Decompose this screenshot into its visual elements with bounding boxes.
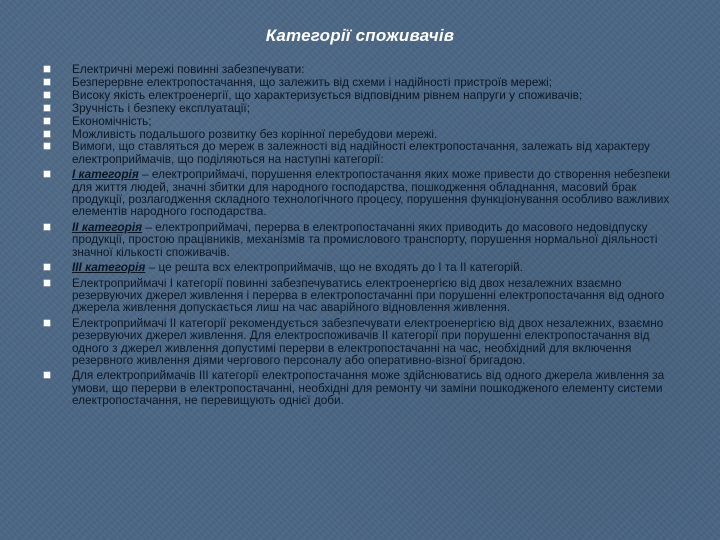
square-bullet-icon — [44, 92, 50, 98]
square-bullet-icon — [44, 320, 50, 326]
bullet-text: Вимоги, що ставляться до мереж в залежності від надійності електропостачання, залежать від характеру електроприймачів, що поділяються на наступні категорії: — [72, 139, 650, 166]
square-bullet-icon — [44, 143, 50, 149]
category-term: III категорія — [72, 260, 146, 275]
category-description: – електроприймачі, перерва в електропостачанні яких приводить до масового недовідпуску продукції, простою працівників, механізмів та промислового транспорту, порушення нормальної діяльності значної кількості споживачів. — [72, 219, 658, 259]
list-item — [42, 128, 682, 140]
bullet-text: Для електроприймачів III категорії електропостачання може здійснюватись від одного джерела живлення за умови, що перерви в електропостачанні, необхідні для ремонту чи заміни пошкодженого елементу системи електропостачання, не перевищують однієї доби. — [72, 368, 665, 408]
list-item — [42, 140, 682, 165]
square-bullet-icon — [44, 372, 50, 378]
square-bullet-icon — [44, 118, 50, 124]
bullet-text: Зручність і безпеку експлуатації; — [72, 100, 250, 115]
category-i-item — [42, 168, 682, 218]
list-item — [42, 115, 682, 127]
square-bullet-icon — [44, 171, 50, 177]
category-term: II категорія — [72, 219, 143, 234]
bullet-list — [42, 63, 682, 410]
category-description: – електроприймачі, порушення електропостачання яких може привести до створення небезпеки для життя людей, значні збитки для народного господарства, пошкодження обладнання, масовий брак продукції, розлагодження складного технологічного процесу, порушення функціонування особливо важливих елементів народного господарства. — [72, 167, 670, 219]
square-bullet-icon — [44, 105, 50, 111]
square-bullet-icon — [44, 264, 50, 270]
bullet-text: Високу якість електроенергії, що характеризується відповідним рівнем напруги у споживачів; — [72, 87, 583, 102]
square-bullet-icon — [44, 280, 50, 286]
list-item — [42, 369, 682, 406]
category-ii-item — [42, 221, 682, 258]
list-item — [42, 102, 682, 114]
category-description: – це решта всх електроприймачів, що не входять до I та II категорій. — [145, 260, 523, 275]
square-bullet-icon — [44, 79, 50, 85]
bullet-text: Електроприймачі I категорії повинні забезпечуватись електроенергією від двох незалежних взаємно резервуючих джерел живлення і перерва в електропостачанні при порушенні електропостачання від одного джерела живлення допускається лиш на час аварійного відновлення живлення. — [72, 275, 665, 315]
square-bullet-icon — [44, 66, 50, 72]
list-item — [42, 277, 682, 314]
list-item — [42, 76, 682, 88]
bullet-text: Безперервне електропостачання, що залежить від схеми і надійності пристроїв мережі; — [72, 74, 553, 89]
category-iii-item — [42, 261, 682, 273]
slide-title: Категорії споживачів — [265, 26, 455, 45]
bullet-text: Електроприймачі II категорії рекомендується забезпечувати електроенергією від двох незалежних, взаємно резервуючих джерел живлення. Для електроспоживачів II категорії при порушенні електропостачання від одного з джерел живлення допустимі перерви в електропостачанні на час, необхідний для включення резервного живлення діями чергового персоналу або оперативно-візної бригадою. — [72, 315, 664, 367]
bullet-text: Можливість подальшого розвитку без корінної перебудови мережі. — [72, 126, 438, 141]
category-term: I категорія — [72, 167, 139, 182]
list-item — [42, 89, 682, 101]
list-item — [42, 63, 682, 75]
list-item — [42, 317, 682, 367]
square-bullet-icon — [44, 224, 50, 230]
bullet-text: Економічність; — [72, 113, 152, 128]
bullet-text: Електричні мережі повинні забезпечувати: — [72, 62, 305, 76]
square-bullet-icon — [44, 131, 50, 137]
